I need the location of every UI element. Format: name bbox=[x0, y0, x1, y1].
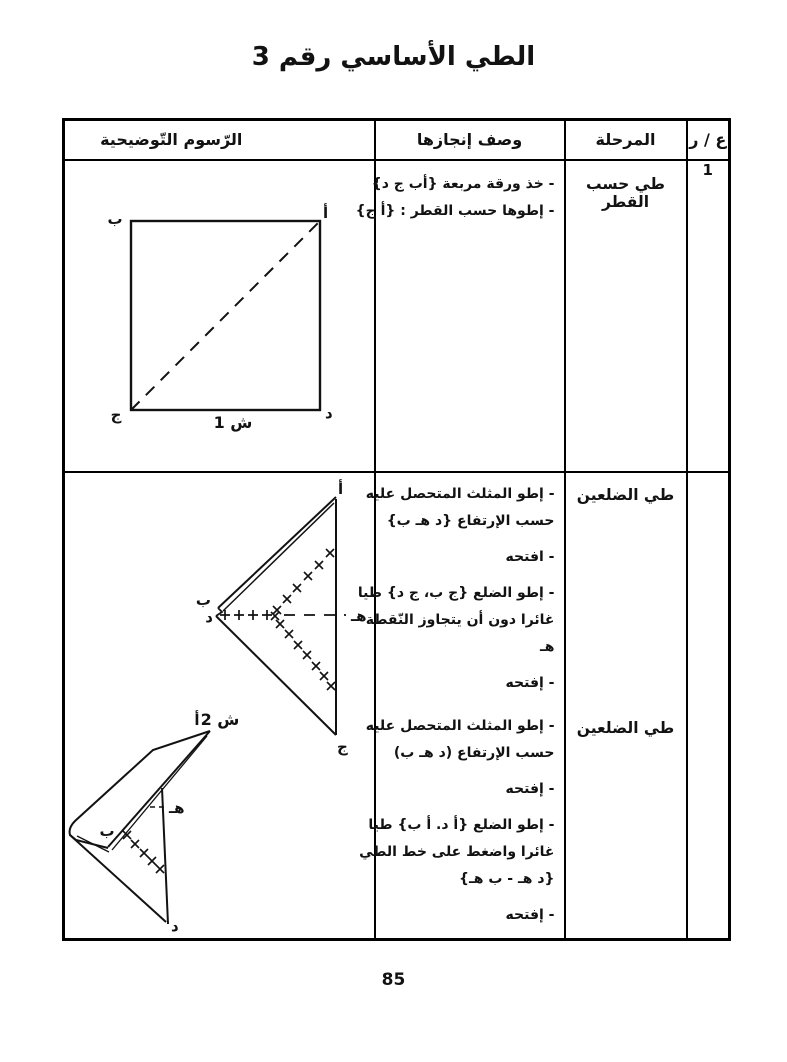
header-stage: المرحلة bbox=[565, 120, 687, 160]
description-line: هـ bbox=[540, 638, 555, 655]
fig1-caption: ش 1 bbox=[213, 412, 253, 432]
fig1-label-jim: ج bbox=[110, 405, 122, 424]
fig3-caption: ش 2 bbox=[200, 709, 240, 729]
row1-number-cell: 1 bbox=[687, 160, 730, 472]
figure-1-cell bbox=[64, 160, 375, 472]
page-number: 85 bbox=[381, 970, 406, 990]
figure-2-3-cell bbox=[64, 472, 375, 940]
description-line: - إفتحه bbox=[505, 780, 555, 797]
fig3-label-alif: أ bbox=[194, 710, 200, 729]
fig2-label-ba: ب bbox=[195, 590, 211, 609]
description-line: - افتحه bbox=[505, 548, 555, 565]
fig3-label-dal: د bbox=[171, 916, 179, 935]
description-line: حسب الإرتفاع (د هـ ب) bbox=[393, 744, 555, 761]
fig3-label-heh: هـ bbox=[169, 798, 185, 817]
fig1-label-alif: أ bbox=[323, 203, 329, 222]
description-line: غائرا دون أن يتجاوز النّقطة bbox=[365, 611, 555, 628]
description-line: - إفتحه bbox=[505, 674, 555, 691]
row-2 bbox=[64, 472, 730, 940]
description-line: - إطو الضلع {ج ب، ج د} طيا bbox=[357, 584, 555, 601]
figure-2-3-fold-diagrams bbox=[65, 473, 376, 941]
description-line: - إطو الضلع {أ د. أ ب} طيا bbox=[368, 816, 555, 833]
description-line: - إفتحه bbox=[505, 906, 555, 923]
description-line: {د هـ - ب هـ} bbox=[459, 870, 555, 887]
fig1-label-dal: د bbox=[325, 403, 333, 422]
stage-label: طي حسب القطر bbox=[585, 174, 666, 211]
description-line: - إطوها حسب القطر : {أ ج} bbox=[355, 202, 555, 219]
description-line: حسب الإرتفاع {د هـ ب} bbox=[386, 512, 555, 529]
fig2-label-alif: أ bbox=[338, 479, 344, 498]
header-row bbox=[64, 120, 730, 160]
page-title: الطي الأساسي رقم 3 bbox=[251, 42, 536, 72]
row1-stage-cell bbox=[565, 160, 687, 472]
diagonal-fold-line bbox=[131, 221, 320, 410]
header-drawings bbox=[64, 120, 375, 160]
fig2-label-heh: هـ bbox=[351, 606, 367, 625]
header-description: وصف إنجازها bbox=[375, 120, 565, 160]
figure-3-folded-shape bbox=[70, 710, 240, 935]
row1-description-cell bbox=[355, 160, 565, 472]
description-block-1 bbox=[357, 481, 555, 706]
fig2-label-dal: د bbox=[205, 607, 213, 626]
description-block-2 bbox=[359, 713, 555, 938]
fig3-label-ba: ب bbox=[99, 821, 115, 840]
x-fold-marks bbox=[123, 831, 164, 873]
figure-1-square-diagram bbox=[65, 161, 376, 473]
x-fold-marks bbox=[271, 549, 335, 690]
row-1 bbox=[64, 160, 730, 472]
fig2-label-jim: ج bbox=[337, 737, 348, 756]
instructions-table bbox=[62, 118, 731, 941]
description-line: غائرا واضغط على خط الطي bbox=[359, 843, 555, 860]
header-number: ع / ر bbox=[687, 120, 730, 160]
header-drawings-label: الرّسوم التّوضيحية bbox=[100, 130, 243, 150]
description-line: - خذ ورقة مربعة {أب ج د} bbox=[371, 175, 555, 192]
description-line: - إطو المثلث المتحصل عليه bbox=[365, 485, 555, 502]
stage-label: طي الضلعين bbox=[576, 485, 675, 504]
row2-stage-cell bbox=[565, 472, 687, 940]
description-line: - إطو المثلث المتحصل عليه bbox=[365, 717, 555, 734]
fig1-label-ba: ب bbox=[107, 209, 123, 228]
row2-description-cell bbox=[357, 472, 565, 940]
stage-label: طي الضلعين bbox=[576, 718, 675, 737]
plus-fold-marks bbox=[220, 610, 272, 620]
row2-number-cell bbox=[687, 472, 730, 940]
